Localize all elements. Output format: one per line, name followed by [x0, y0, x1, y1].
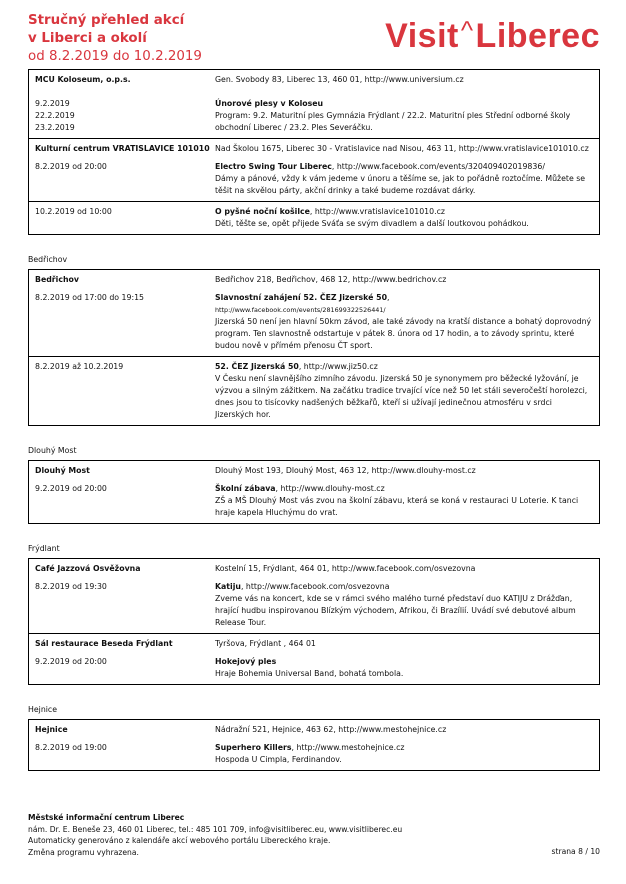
- event-name: Katiju: [215, 582, 241, 591]
- venue-name: Bedřichov: [35, 275, 79, 284]
- event-link[interactable]: http://www.facebook.com/events/281699322526441/: [215, 306, 386, 314]
- event-date: 9.2.2019 od 20:00: [35, 657, 107, 666]
- venue-block-osvezovna: [28, 558, 600, 634]
- venue-block-dlouhy-most: [28, 460, 600, 524]
- venue-address: Dlouhý Most 193, Dlouhý Most, 463 12, http://www.dlouhy-most.cz: [215, 466, 476, 475]
- footer-note-generated: Automaticky generováno z kalendáře akcí webového portálu Libereckého kraje.: [28, 836, 331, 845]
- event-name: Hokejový ples: [215, 657, 277, 666]
- event-name: O pyšné noční košilce: [215, 207, 310, 216]
- venue-address: Tyršova, Frýdlant , 464 01: [215, 639, 316, 648]
- title-line-1: Stručný přehled akcí: [28, 13, 185, 28]
- footer-address: nám. Dr. E. Beneše 23, 460 01 Liberec, tel.: 485 101 709, info@visitliberec.eu, www.visitliberec.eu: [28, 824, 403, 834]
- city-heading-bedrichov: Bedřichov: [28, 255, 68, 264]
- event-block-pysna-kosilka: [28, 202, 600, 235]
- event-name: Únorové plesy v Koloseu: [215, 99, 324, 108]
- venue-name: Café Jazzová Osvěžovna: [35, 564, 141, 573]
- event-name: Slavnostní zahájení 52. ČEZ Jizerské 50: [215, 293, 388, 302]
- venue-name: Hejnice: [35, 725, 68, 734]
- footer-org: Městské informační centrum Liberec: [28, 813, 185, 822]
- event-link[interactable]: , http://www.facebook.com/osvezovna: [240, 582, 390, 591]
- page-footer: [28, 812, 600, 858]
- city-heading-dlouhy-most: Dlouhý Most: [28, 446, 77, 455]
- logo-text-visit: Visit: [385, 17, 459, 55]
- event-description: ZŠ a MŠ Dlouhý Most vás zvou na školní zábavu, která se koná v restauraci U Loterie. K tanci hraje kapela Hluchýmu do vrat.: [215, 496, 579, 517]
- event-name-suffix: ,: [387, 293, 390, 302]
- event-date: 23.2.2019: [35, 123, 75, 132]
- event-name: 52. ČEZ Jizerská 50: [215, 362, 299, 371]
- event-date: 8.2.2019 až 10.2.2019: [35, 362, 124, 371]
- event-link[interactable]: , http://www.vratislavice101010.cz: [309, 207, 445, 216]
- event-block-jizerska-50: [28, 357, 600, 426]
- event-date: 8.2.2019 od 19:00: [35, 743, 107, 752]
- venue-address: Gen. Svobody 83, Liberec 13, 460 01, http://www.universium.cz: [215, 75, 464, 84]
- venue-address: Nádražní 521, Hejnice, 463 62, http://www.mestohejnice.cz: [215, 725, 447, 734]
- date-range: od 8.2.2019 do 10.2.2019: [28, 49, 202, 64]
- event-description: Dámy a pánové, vždy k vám jedeme v únoru a těšíme se, jak to pořádně roztočíme. Můžete se těšit na skvělou párty, akční drinky a také budeme rozdávat dárky.: [215, 174, 586, 195]
- venue-block-koloseum: [28, 69, 600, 139]
- event-name: Electro Swing Tour Liberec: [215, 162, 332, 171]
- logo-separator: ^: [460, 15, 474, 45]
- title-line-2: v Liberci a okolí: [28, 31, 147, 46]
- event-link[interactable]: , http://www.dlouhy-most.cz: [275, 484, 385, 493]
- event-date: 8.2.2019 od 20:00: [35, 162, 107, 171]
- event-date: 9.2.2019: [35, 99, 70, 108]
- event-dates: [35, 98, 215, 134]
- event-date: 8.2.2019 od 19:30: [35, 582, 107, 591]
- venue-block-bedrichov: [28, 269, 600, 357]
- event-name: Superhero Killers: [215, 743, 292, 752]
- city-heading-frydlant: Frýdlant: [28, 544, 60, 553]
- venue-name: Sál restaurace Beseda Frýdlant: [35, 639, 173, 648]
- event-date: 10.2.2019 od 10:00: [35, 207, 112, 216]
- venue-block-vratislavice: [28, 139, 600, 202]
- event-date: 22.2.2019: [35, 111, 75, 120]
- event-link[interactable]: , http://www.jiz50.cz: [298, 362, 378, 371]
- event-name: Školní zábava: [215, 484, 276, 493]
- venue-name: Dlouhý Most: [35, 466, 90, 475]
- event-description: V Česku není slavnějšího zimního závodu. Jizerská 50 je synonymem pro běžecké lyžování, je výzvou a silným zážitkem. Na začátku tradice trvající více než 50 let stáli severočeští horolezci, dnes jsou to tisícovky nadšených běžkařů, kteří si užívají jedinečnou atmosféru v srdci Jizerských hor.: [215, 374, 588, 419]
- event-description: Jizerská 50 není jen hlavní 50km závod, ale také závody na kratší distance a bohatý doprovodný program. Ten slavnostně odstartuje v pátek 8. února od 17 hodin, a to závody sprintu, které budou nově v přímém přenosu ČT sport.: [215, 317, 592, 350]
- event-date: 9.2.2019 od 20:00: [35, 484, 107, 493]
- event-link[interactable]: , http://www.facebook.com/events/320409402019836/: [331, 162, 545, 171]
- venue-address: Nad Školou 1675, Liberec 30 - Vratislavice nad Nisou, 463 11, http://www.vratislavice101010.cz: [215, 144, 589, 153]
- event-listing: [28, 69, 600, 771]
- event-description: Hospoda U Cimpla, Ferdinandov.: [215, 755, 342, 764]
- logo-text-liberec: Liberec: [475, 17, 600, 55]
- event-description: Zveme vás na koncert, kde se v rámci svého malého turné představí duo KATIJU z Drážďan, hrající hudbu inspirovanou Blízkým východem, Afrikou, či Brazílií. Uvádí své debutové album Release Tour.: [215, 594, 576, 627]
- event-description: Program: 9.2. Maturitní ples Gymnázia Frýdlant / 22.2. Maturitní ples Střední odborné školy obchodní Liberec / 23.2. Ples Severáčku.: [215, 111, 571, 132]
- visit-liberec-logo: [385, 10, 600, 56]
- event-date: 8.2.2019 od 17:00 do 19:15: [35, 293, 145, 302]
- event-link[interactable]: , http://www.mestohejnice.cz: [291, 743, 405, 752]
- city-heading-hejnice: Hejnice: [28, 705, 58, 714]
- venue-name: Kulturní centrum VRATISLAVICE 101010: [35, 144, 210, 153]
- venue-name: MCU Koloseum, o.p.s.: [35, 75, 131, 84]
- venue-block-beseda: [28, 634, 600, 685]
- event-description: Hraje Bohemia Universal Band, bohatá tombola.: [215, 669, 404, 678]
- venue-address: Kostelní 15, Frýdlant, 464 01, http://www.facebook.com/osvezovna: [215, 564, 476, 573]
- venue-block-hejnice: [28, 719, 600, 771]
- footer-note-changes: Změna programu vyhrazena.: [28, 847, 139, 857]
- venue-address: Bedřichov 218, Bedřichov, 468 12, http://www.bedrichov.cz: [215, 275, 447, 284]
- page-number: strana 8 / 10: [551, 847, 600, 856]
- document-title: [28, 12, 202, 66]
- event-description: Děti, těšte se, opět přijede Sváťa se svým divadlem a další loutkovou pohádkou.: [215, 219, 529, 228]
